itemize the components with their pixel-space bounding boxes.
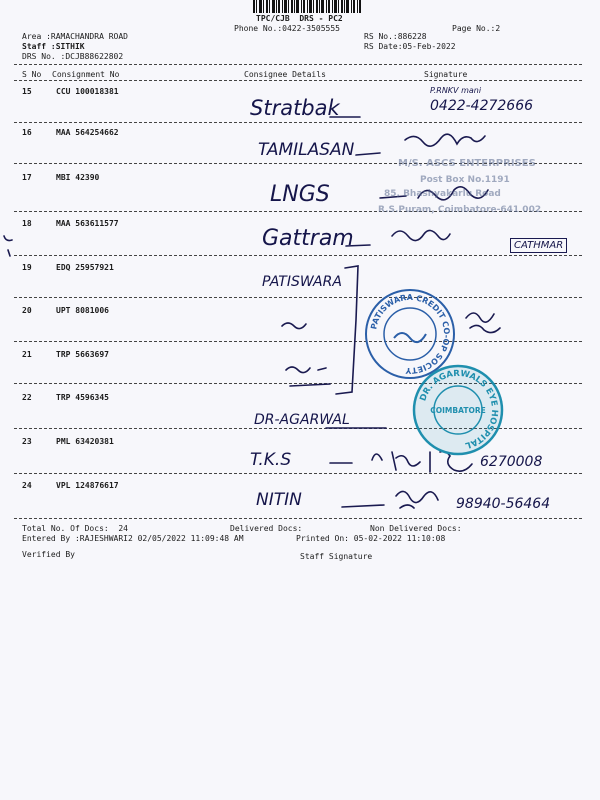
area-label: Area :RAMACHANDRA ROAD	[22, 32, 128, 41]
staff-label: Staff :SITHIK	[22, 42, 85, 51]
row-sno: 24	[22, 481, 32, 490]
drs-number: DRS No. :DCJB88622802	[22, 52, 124, 61]
entered-by: Entered By :RAJESHWARI2 02/05/2022 11:09:48 AM	[22, 534, 244, 543]
consignee-handwriting: PATISWARA	[262, 274, 342, 290]
col-signature: Signature	[424, 70, 468, 79]
row-sno: 21	[22, 350, 32, 359]
hospital-stamp-city: COIMBATORE	[430, 406, 486, 415]
row-consignment: MAA 563611577	[56, 219, 119, 228]
company-stamp	[378, 152, 578, 222]
col-consignment: Consignment No	[52, 70, 120, 79]
phone-number: Phone No.:0422-3505555	[234, 24, 340, 33]
row-consignment: PML 63420381	[56, 437, 114, 446]
row-sno: 22	[22, 393, 32, 402]
row-consignment: VPL 124876617	[56, 481, 119, 490]
row-consignment: TRP 5663697	[56, 350, 109, 359]
consignee-handwriting: DR-AGARWAL	[254, 412, 350, 428]
signature-phone-handwriting: 0422-4272666	[430, 98, 534, 114]
row-sno: 18	[22, 219, 32, 228]
signature-handwriting: 98940-56464	[456, 496, 551, 512]
row-consignment: CCU 100018381	[56, 87, 119, 96]
total-docs: Total No. Of Docs: 24	[22, 524, 128, 533]
page-number: Page No.:2	[452, 24, 501, 33]
stamp-line-1: M/S. ASCS ENTERPRISES	[398, 158, 536, 169]
consignee-handwriting: T.K.S	[250, 450, 292, 470]
row-sno: 15	[22, 87, 32, 96]
row-sno: 16	[22, 128, 32, 137]
patiswara-stamp-text: PATISWARA CREDIT CO-OP SOCIETY	[369, 292, 452, 376]
row-consignment: EDQ 25957921	[56, 263, 114, 272]
col-sno: S No	[22, 70, 42, 79]
stamp-line-2: Post Box No.1191	[420, 175, 510, 185]
signature-handwriting: CATHMAR	[510, 238, 567, 253]
signature-name-handwriting: P.RNKV mani	[430, 86, 482, 95]
row-sno: 19	[22, 263, 32, 272]
hospital-stamp-text: DR. AGARWALS EYE HOSPITAL	[418, 368, 500, 451]
row-sno: 20	[22, 306, 32, 315]
consignee-handwriting: LNGS	[270, 182, 330, 207]
consignee-handwriting: Gattram	[262, 226, 354, 251]
staff-signature: Staff Signature	[300, 552, 373, 561]
row-consignment: UPT 8081006	[56, 306, 109, 315]
consignee-handwriting: NITIN	[256, 490, 302, 510]
row-consignment: MAA 564254662	[56, 128, 119, 137]
verified-by: Verified By	[22, 550, 75, 559]
rs-date: RS Date:05-Feb-2022	[364, 42, 456, 51]
printed-on: Printed On: 05-02-2022 11:10:08	[296, 534, 446, 543]
stamp-line-3: 85, Bhashyakarlu Road	[384, 189, 501, 199]
hospital-stamp	[412, 364, 504, 456]
stamp-line-4: R.S.Puram, Coimbatore-641 002	[378, 205, 542, 215]
consignee-handwriting: TAMILASAN	[258, 140, 355, 160]
consignee-handwriting: Stratbak	[250, 96, 340, 120]
row-consignment: TRP 4596345	[56, 393, 109, 402]
row-sno: 23	[22, 437, 32, 446]
non-delivered-docs: Non Delivered Docs:	[370, 524, 462, 533]
col-consignee: Consignee Details	[244, 70, 326, 79]
signature-handwriting: 6270008	[480, 454, 543, 470]
row-sno: 17	[22, 173, 32, 182]
rs-number: RS No.:886228	[364, 32, 427, 41]
delivered-docs: Delivered Docs:	[230, 524, 303, 533]
row-consignment: MBI 42390	[56, 173, 100, 182]
document-title: TPC/CJB DRS - PC2	[256, 14, 343, 23]
